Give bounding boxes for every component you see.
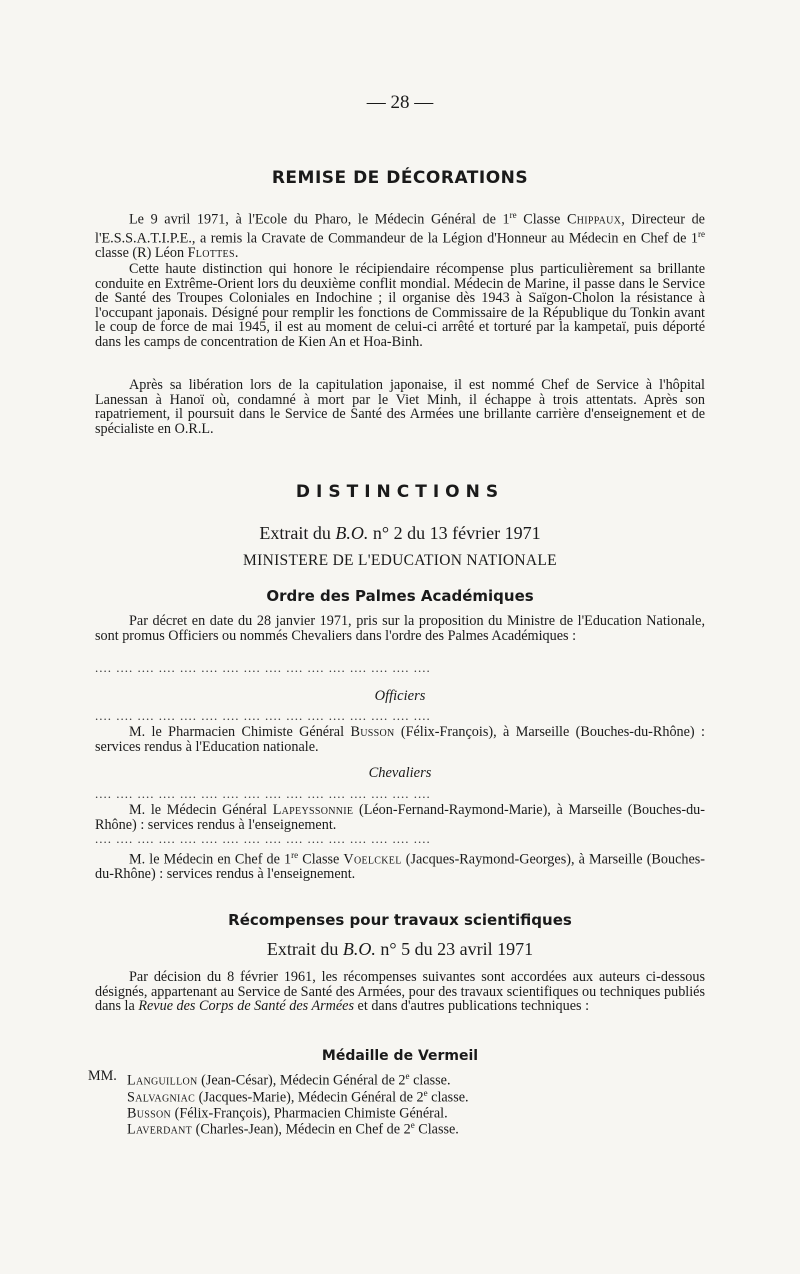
paragraph-career: Après sa libération lors de la capitulation japonaise, il est nommé Chef de Service à l'hôpital Lanessan à Hanoï où, condamné à mort par le Viet Minh, il échappe à trois attentats. Après son rapatriement, il poursuit dans le Service de Santé des Armées une brillante carrière d'enseignement et de spécialiste en O.R.L. xyxy=(95,377,705,437)
person-name: Busson xyxy=(127,1105,172,1122)
recipient-line: Laverdant (Charles-Jean), Médecin en Chef de 2e Classe. xyxy=(127,1120,459,1138)
mm-label: MM. xyxy=(88,1068,117,1084)
dotted-separator: .... .... .... .... .... .... .... .... .... .... .... .... .... .... .... .... xyxy=(95,711,431,721)
person-name: Voelckel xyxy=(343,851,402,868)
rewards-heading: Récompenses pour travaux scientifiques xyxy=(228,911,572,929)
person-name: Salvagniac xyxy=(127,1089,196,1106)
recipient-line: Languillon (Jean-César), Médecin Général de 2e classe. xyxy=(127,1071,451,1089)
recipient-line: Salvagniac (Jacques-Marie), Médecin Général de 2e classe. xyxy=(127,1088,469,1106)
paragraph-decree: Par décret en date du 28 janvier 1971, pris sur la proposition du Ministre de l'Education Nationale, sont promus Officiers ou nommés Chevaliers dans l'ordre des Palmes Académiques : xyxy=(95,613,705,644)
person-name: Lapeyssonnie xyxy=(272,802,354,818)
person-name: Chippaux xyxy=(566,211,622,228)
person-name: Laverdant xyxy=(127,1121,193,1138)
person-name: Flottes xyxy=(187,245,235,262)
chevaliers-heading: Chevaliers xyxy=(368,765,432,781)
extrait-bo-heading: Extrait du B.O. n° 2 du 13 février 1971 xyxy=(259,523,541,543)
entry-chevalier-1: M. le Médecin Général Lapeyssonnie (Léon-Fernand-Raymond-Marie), à Marseille (Bouches-du-Rhône) : services rendus à l'enseignement. xyxy=(95,802,705,833)
paragraph-ceremony: Le 9 avril 1971, à l'Ecole du Pharo, le Médecin Général de 1re Classe Chippaux, Directeur de l'E.S.S.A.T.I.P.E., a remis la Cravate de Commandeur de la Légion d'Honneur au Médecin en Chef de 1re classe (R) Léon Flottes. xyxy=(95,210,705,262)
order-heading: Ordre des Palmes Académiques xyxy=(266,587,534,605)
dotted-separator: .... .... .... .... .... .... .... .... .... .... .... .... .... .... .... .... xyxy=(95,663,431,673)
medal-heading: Médaille de Vermeil xyxy=(321,1048,479,1064)
section-title-distinctions: DISTINCTIONS xyxy=(295,482,505,502)
entry-chevalier-2: M. le Médecin en Chef de 1re Classe Voelckel (Jacques-Raymond-Georges), à Marseille (Bouches-du-Rhône) : services rendus à l'enseignement. xyxy=(95,850,705,883)
recipient-line: Busson (Félix-François), Pharmacien Chimiste Général. xyxy=(127,1105,448,1122)
person-name: Busson xyxy=(350,724,395,740)
section-title-remise: REMISE DE DÉCORATIONS xyxy=(271,168,529,188)
dotted-separator: .... .... .... .... .... .... .... .... .... .... .... .... .... .... .... .... xyxy=(95,834,431,844)
paragraph-distinction: Cette haute distinction qui honore le récipiendaire récompense plus particulièrement sa brillante conduite en Extrême-Orient lors du deuxième conflit mondial. Médecin de Marine, il passe dans le Service de Santé des Troupes Coloniales en Indochine ; il organise dès 1943 à Saïgon-Cholon la résistance à l'occupant japonais. Désigné pour remplir les fonctions de Commissaire de la République du Tonkin avant le coup de force de mai 1945, il est au moment de celui-ci arrêté et torturé par la kampetaï, puis déporté dans les camps de concentration de Kien An et Hoa-Binh. xyxy=(95,261,705,350)
person-name: Languillon xyxy=(127,1072,198,1089)
ministry-heading: MINISTERE DE L'EDUCATION NATIONALE xyxy=(243,552,557,569)
entry-officier: M. le Pharmacien Chimiste Général Busson (Félix-François), à Marseille (Bouches-du-Rhône) : services rendus à l'Education nationale. xyxy=(95,724,705,755)
officiers-heading: Officiers xyxy=(374,688,426,704)
paragraph-decision: Par décision du 8 février 1961, les récompenses suivantes sont accordées aux auteurs ci-dessous désignés, appartenant au Service de Santé des Armées, pour des travaux scientifiques ou techniques publiés dans la Revue des Corps de Santé des Armées et dans d'autres publications techniques : xyxy=(95,969,705,1014)
page-number: — 28 — xyxy=(366,92,434,113)
dotted-separator: .... .... .... .... .... .... .... .... .... .... .... .... .... .... .... .... xyxy=(95,789,431,799)
extrait-bo-heading-2: Extrait du B.O. n° 5 du 23 avril 1971 xyxy=(266,939,534,959)
